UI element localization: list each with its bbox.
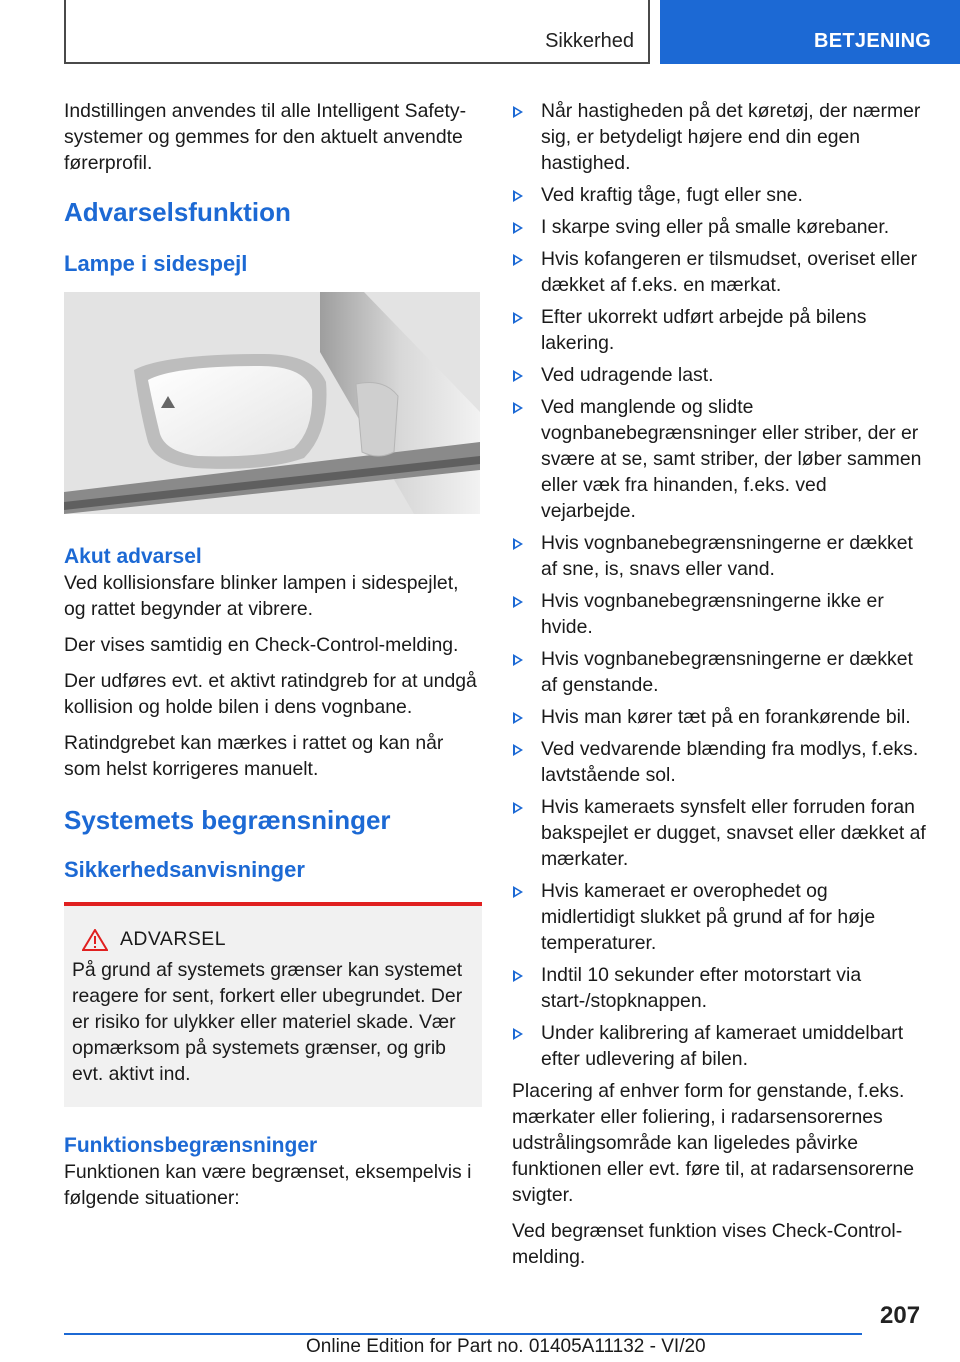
bullet-triangle-icon — [513, 970, 523, 982]
list-item: Under kalibrering af kameraet umiddelbart efter udlevering af bilen. — [512, 1020, 926, 1072]
bullet-triangle-icon — [513, 402, 523, 414]
placement-paragraph: Placering af enhver form for genstande, f.eks. mærkater eller foliering, i radarsensorernes udstrålingsområde kan ligeledes påvirke funktionen eller evt. føre til, at radarsensorerne svigter. — [512, 1080, 915, 1206]
list-item: Efter ukorrekt udført arbejde på bilens lakering. — [512, 304, 926, 356]
bullet-triangle-icon — [513, 802, 523, 814]
footer-edition: Online Edition for Part no. 01405A11132 - VI/20 — [306, 1336, 706, 1357]
warning-box — [64, 902, 482, 1107]
bullet-triangle-icon — [513, 712, 523, 724]
warning-title: ADVARSEL — [120, 928, 227, 950]
acute-paragraph-3: Der udføres evt. et aktivt ratindgreb for at undgå kollision og holde bilen i dens vognbane. — [64, 670, 477, 718]
left-column — [64, 98, 482, 1221]
list-item: Hvis vognbanebegrænsningerne ikke er hvide. — [512, 588, 926, 640]
side-mirror-drawing — [64, 292, 480, 514]
list-item: Hvis kofangeren er tilsmudset, overiset eller dækket af f.eks. en mærkat. — [512, 246, 926, 298]
list-item: Ved kraftig tåge, fugt eller sne. — [512, 182, 926, 208]
side-mirror-illustration — [64, 292, 480, 514]
heading-function-limits: Funktionsbegrænsninger — [64, 1134, 318, 1157]
bullet-triangle-icon — [513, 654, 523, 666]
heading-system-limits: Systemets begrænsninger — [64, 805, 391, 835]
list-item: Indtil 10 sekunder efter motorstart via start-/stopknappen. — [512, 962, 926, 1014]
list-item: Når hastigheden på det køretøj, der nærmer sig, er betydeligt højere end din egen hastighed. — [512, 98, 926, 176]
section-title: Sikkerhed — [545, 30, 634, 52]
acute-paragraph-1: Ved kollisionsfare blinker lampen i sidespejlet, og rattet begynder at vibrere. — [64, 572, 459, 620]
list-item: Ved udragende last. — [512, 362, 926, 388]
list-item: Ved manglende og slidte vognbanebegrænsninger eller striber, der er svære at se, samt striber, der løber sammen eller væk fra hinanden, f.eks. ved vejarbejde. — [512, 394, 926, 524]
heading-safety-notes: Sikkerhedsanvisninger — [64, 857, 305, 882]
bullet-triangle-icon — [513, 538, 523, 550]
acute-paragraph-4: Ratindgrebet kan mærkes i rattet og kan når som helst korrigeres manuelt. — [64, 732, 444, 780]
bullet-triangle-icon — [513, 886, 523, 898]
list-item: Hvis kameraets synsfelt eller forruden foran bakspejlet er dugget, snavset eller dækket af mærkater. — [512, 794, 926, 872]
bullet-triangle-icon — [513, 222, 523, 234]
bullet-triangle-icon — [513, 596, 523, 608]
heading-mirror-lamp: Lampe i sidespejl — [64, 251, 248, 276]
list-item: I skarpe sving eller på smalle kørebaner. — [512, 214, 926, 240]
heading-warning-function: Advarselsfunktion — [64, 197, 291, 227]
header-section-box — [64, 0, 650, 64]
bullet-triangle-icon — [513, 370, 523, 382]
bullet-triangle-icon — [513, 190, 523, 202]
list-item: Hvis man kører tæt på en forankørende bil. — [512, 704, 926, 730]
warning-title-row — [82, 928, 472, 951]
page-number: 207 — [880, 1302, 921, 1329]
footer-divider — [64, 1333, 862, 1335]
chapter-title: BETJENING — [814, 30, 932, 52]
warning-triangle-icon — [82, 929, 108, 951]
intro-paragraph: Indstillingen anvendes til alle Intelligent Safety-systemer og gemmes for den aktuelt anvendte førerprofil. — [64, 100, 467, 174]
bullet-triangle-icon — [513, 254, 523, 266]
bullet-triangle-icon — [513, 744, 523, 756]
function-limits-text: Funktionen kan være begrænset, eksempelvis i følgende situationer: — [64, 1161, 472, 1209]
list-item: Hvis vognbanebegrænsningerne er dækket af sne, is, snavs eller vand. — [512, 530, 926, 582]
list-item: Hvis vognbanebegrænsningerne er dækket af genstande. — [512, 646, 926, 698]
situation-list — [512, 98, 926, 1072]
right-column — [512, 98, 926, 1280]
header-chapter-tab — [660, 0, 960, 64]
limited-function-paragraph: Ved begrænset funktion vises Check-Control-melding. — [512, 1220, 903, 1268]
warning-text: På grund af systemets grænser kan systemet reagere for sent, forkert eller ubegrundet. Der er risiko for ulykker eller materiel skade. Vær opmærksom på systemets grænser, og grib evt. aktivt ind. — [72, 959, 463, 1085]
bullet-triangle-icon — [513, 312, 523, 324]
bullet-triangle-icon — [513, 106, 523, 118]
bullet-triangle-icon — [513, 1028, 523, 1040]
acute-paragraph-2: Der vises samtidig en Check-Control-melding. — [64, 634, 459, 656]
heading-acute-warning: Akut advarsel — [64, 545, 202, 568]
list-item: Ved vedvarende blænding fra modlys, f.eks. lavtstående sol. — [512, 736, 926, 788]
list-item: Hvis kameraet er overophedet og midlertidigt slukket på grund af for høje temperaturer. — [512, 878, 926, 956]
